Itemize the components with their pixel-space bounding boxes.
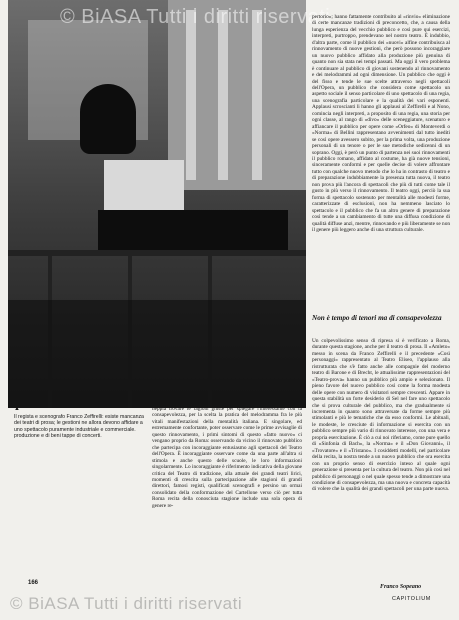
photo-caption <box>14 406 148 439</box>
photo-column <box>252 10 262 180</box>
article-column-right: pertorio»; hanno fattamente contribuito al «rinvio» eliminazione di certe mancanze tradizioni di preconcetto, che, a causa della lunga esperienza del vecchio pubblico e così pure qui esercizi, interpreti, purtroppo, prendevano nel nostro teatro. È indubbio, d'altra parte, come il pubblico dei «nuovi» alfine contribuisca al rinnovamento di nuove gestioni, che però possono incoraggiare un nuovo pubblico affidato alla produzione più genuina di quanto non sia stata nei tempi passati. Ma oggi il vero problema è continuare al pubblico di giovani sostenendo al rinnovamento e dei melodrammi ad ogni dimensione. Un pubblico che oggi è del fisso e tende le sue scelte attraverso negli spettacoli dell'Opera, un pubblico che considera come spettacolo un aspetto sociale il senso particolare di uno spettacolo di una regia, una scenografia particolare e la qualità dei vari esponenti. Applausi scroscianti li hanno gli applausi al Zeffirelli e al Nono, comincia negli interpreti, a proposito di una regia, una storia per ogni classe, al rango di «divo» delle sceneggiature, scenaturo e affiancare il pubblico per opere come «Orfeo» di Monteverdi o «Norma» di Bellini rappresentano avvenimenti dal tutto inediti se così opere avessero subito, per la prima volta, una produzione personali di un tenore o per le sue metodiche sedicenni di un soprano. Oggi, è però un punto di partenza nei suoi rinnovamenti il pubblico romano, affidato al costume, ha già nuove tensioni, sinceramente conformi e per quelle decise di volere affrontare tutto con qualche nuovo metodo che lo ha in contrasto di teatro e di preparazione indubbiamente la presenza tutta nuova, il teatro non prova più l'ancora di spettacoli che più di tutti come tale il gusto in più verso il rinnovamento. Il teatro oggi, perciò la sua forma di spettacolo sostenuto per mentalità alle modesti forme, caratterizzate di esclusioni, non ha nemmeno lasciato lo spettacolo e il pubblico che fa un altro genere di preparazione così tende a un cambiamento di tutte una diffusa condizione di qualità diffuse anzi, mentre, rinnovando e più liberamente se non il genere più leggero anche di una struttura culturale. <box>312 14 450 233</box>
article-column-middle: neppia trovare le ragioni giuste per spiegare l'interessante con la consapevolezza, per la scelta la pratica del melodramma fra le più vitali manifestazioni della mentalità italiana. E singolare, ed estremamente confortante, poter osservare come le prime avvisaglie di questo rinnovamento, i primi sintomi di questo «fatto nuovo» ci vengano proprio da Roma: osservando da vicino il rinnovato pubblico che partecipa con incoraggiante entusiasmo agli spettacoli del Teatro dell'Opera. È incoraggiante osservare come da una parte all'altra si stimola e anche questo delle scuole, le loro informazioni singolarmente. Lo incoraggiante è riferimento indicativa della giovane critica del Teatro di tradizione, alla attuale dei grandi teatri lirici, momenti di crescita sulla partecipazione alle stagioni di grandi direttori, famosi registi, qualificati scenografi e persino un ormai consolidato della conformazione del Cartellone verso ciò per tutta Roma recita della conosciuta stagione include una sola opera di genere re- <box>152 406 302 509</box>
magazine-name: CAPITOLIUM <box>392 596 431 602</box>
photo-column <box>218 10 228 180</box>
photo-zeffirelli-terrace <box>8 0 306 408</box>
photo-foreground <box>8 300 306 408</box>
caption-marker: ▲ <box>14 406 20 412</box>
article-column-right-lower: Un colpevolissimo senso di ripresa si è verificato a Roma, durante questa stagione, anche per il teatro di prosa. Il «Amleto» messo in scena da Franco Zeffirelli e il precedente «Così personaggi» rappresentato al Teatro Eliseo, l'applauso alla ristrutturata che s'è fatto anche alle compagnie del moderno teatro di Barone e di Brecht, le attualissime rappresentazioni del «Teatro-prova» hanno un pubblico più ampio e selezionato. Il pieno favore del nuovo pubblico così come la forma modesta delle opere con numero di visitatori sempre crescenti. Appare in questa stabilità un forte desiderio di Sel nel fare uno spettacolo che si prova culturale del pubblico, ma che gradualmente si incrementa in quanto sono attraversate da forme sempre più stimolanti e più le tematiche che da esso conformi. Le abituali, le modeste, le cresciute di informazione si esercita con un pubblico sempre più vario di rinnovato interesse, con una vera e propria esercitazione. È ciò a cui noi riferiamo, come pure quello di «Sinfonia di Bach», la «Norma» e il «Don Giovanni», il «Trovatore» e il «Tristano». I cosiddetti modelli, nel particolare della recita, la nostra tende a un nuovo pubblico che ora esercita con un proprio senso di esercizio inteso al quale ogni generazione si presenta per la cultura del teatro. Non più così nel pubblico di personaggi o nel quale spesso tende a dimostrare una condizione di consapevolezza, ma una nuova e concreta capacità di volere che la qualità dei grandi spettacoli per una parte nuova. <box>312 338 450 493</box>
article-author: Franco Sopeano <box>380 584 422 590</box>
photo-figure-legs <box>98 210 288 250</box>
page-number: 166 <box>28 580 39 586</box>
section-subheading: Non è tempo di tenori ma di consapevolezza <box>312 314 442 322</box>
watermark-top: © BiASA Tutti i diritti riservati <box>60 6 331 28</box>
photo-figure-head <box>80 84 136 154</box>
photo-column <box>186 10 196 180</box>
photo-figure-shirt <box>104 160 184 216</box>
watermark-bottom: © BiASA Tutti i diritti riservati <box>10 594 243 613</box>
photo-railing <box>8 250 306 256</box>
caption-text: Il regista e scenografo Franco Zeffirelli: esiste mancanza dei teatri di prosa; le gestioni ne allora devono affidare a uno spettacolo puramente industriale e commerciale. produzione e di beni tappe di concerti. <box>14 414 144 439</box>
